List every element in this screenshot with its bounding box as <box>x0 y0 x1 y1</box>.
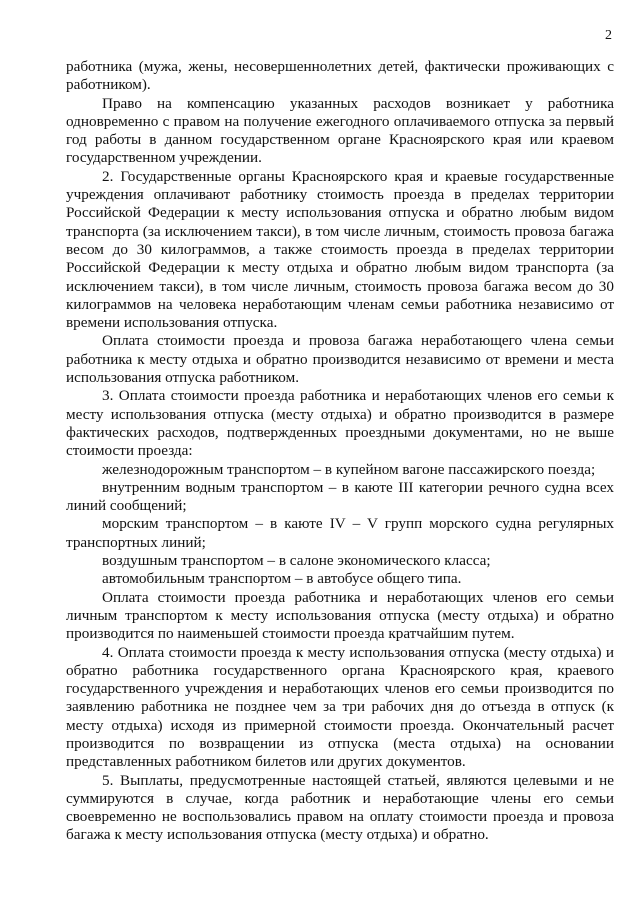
paragraph-compensation-right: Право на компенсацию указанных расходов возникает у работника одновременно с правом на получение ежегодного оплачиваемого отпуска за первый год работы в данном государственном органе Красноярского края или краевом государственном учреждении. <box>66 94 614 167</box>
list-item-railway: железнодорожным транспортом – в купейном вагоне пассажирского поезда; <box>102 460 596 478</box>
page-number: 2 <box>605 28 612 43</box>
paragraph-family-travel: Оплата стоимости проезда и провоза багажа неработающего члена семьи работника к месту отдыха и обратно производится независимо от времени и места использования отпуска работником. <box>66 332 614 387</box>
paragraph-item-5: 5. Выплаты, предусмотренные настоящей статьей, являются целевыми и не суммируются в случае, когда работник и неработающие члены его семьи своевременно не воспользовались правом на оплату стоимости проезда и провоза багажа к месту использования отпуска (месту отдыха) и обратно. <box>66 771 614 844</box>
paragraph-item-2: 2. Государственные органы Красноярского края и краевые государственные учреждения оплачивают работнику стоимость проезда в пределах территории Российской Федерации к месту использования отпуска и обратно любым видом транспорта (за исключением такси), в том числе личным, стоимость провоза багажа весом до 30 килограммов, а также стоимость проезда в пределах территории Российской Федерации к месту отдыха и обратно любым видом транспорта (за исключением такси), в том числе личным, стоимость провоза багажа весом до 30 килограммов на человека неработающим членам семьи работника независимо от времени использования отпуска. <box>66 167 614 332</box>
list-item-sea: морским транспортом – в каюте IV – V групп морского судна регулярных транспортных линий; <box>66 515 614 551</box>
list-item-air: воздушным транспортом – в салоне экономического класса; <box>102 552 491 570</box>
paragraph-item-4: 4. Оплата стоимости проезда к месту использования отпуска (месту отдыха) и обратно работника государственного органа Красноярского края, краевого государственного учреждения и неработающих членов его семьи производится по заявлению работника не позднее чем за три рабочих дня до отъезда в отпуск (к месту отдыха) исходя из примерной стоимости проезда. Окончательный расчет производится по возвращении из отпуска (места отдыха) на основании представленных работником билетов или других документов. <box>66 643 614 771</box>
paragraph-personal-transport: Оплата стоимости проезда работника и неработающих членов его семьи личным транспортом к месту использования отпуска (месту отдыха) и обратно производится по наименьшей стоимости проезда кратчайшим путем. <box>66 588 614 643</box>
document-body <box>66 58 614 845</box>
list-item-road: автомобильным транспортом – в автобусе общего типа. <box>102 570 462 588</box>
paragraph-item-3: 3. Оплата стоимости проезда работника и неработающих членов его семьи к месту использования отпуска (месту отдыха) и обратно производится в размере фактических расходов, подтвержденных проездными документами, но не выше стоимости проезда: <box>66 387 614 460</box>
paragraph-continuation: работника (мужа, жены, несовершеннолетних детей, фактически проживающих с работником). <box>66 58 614 94</box>
list-item-river: внутренним водным транспортом – в каюте III категории речного судна всех линий сообщений; <box>66 478 614 515</box>
